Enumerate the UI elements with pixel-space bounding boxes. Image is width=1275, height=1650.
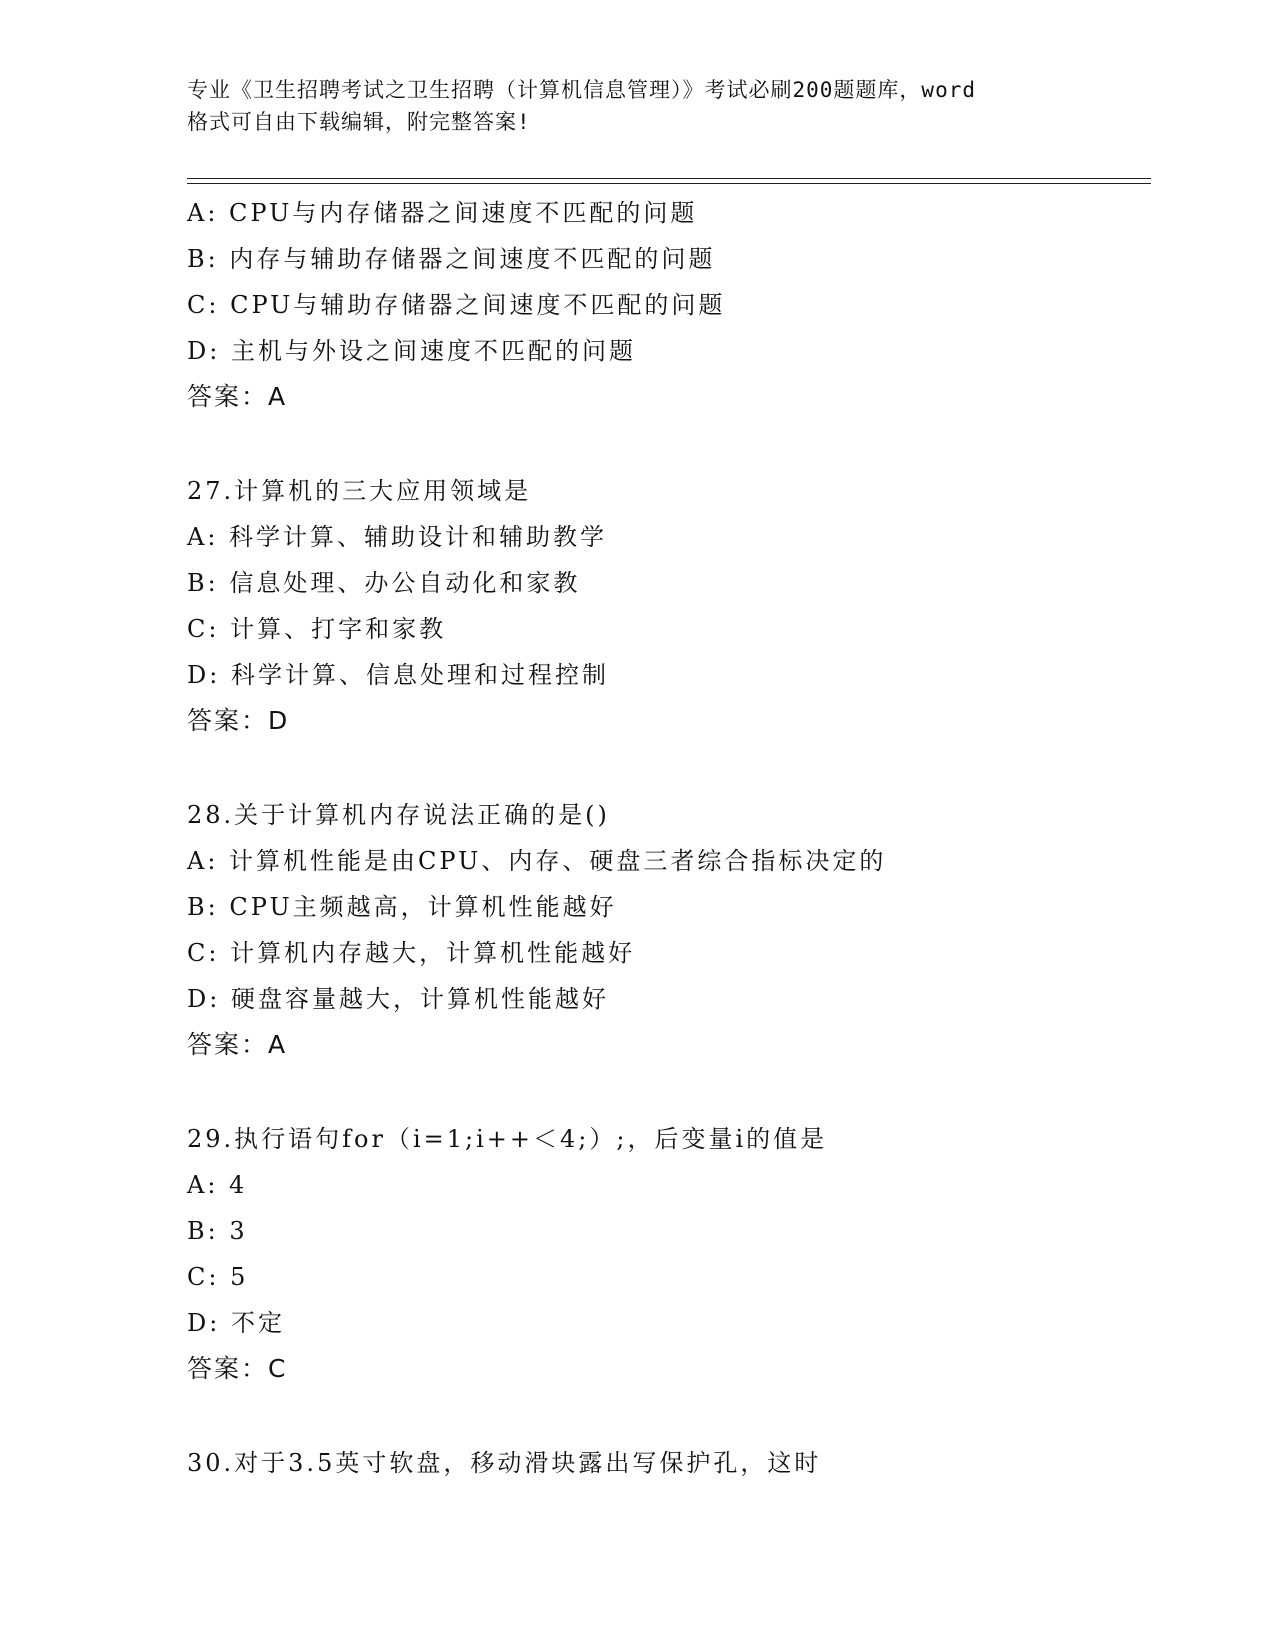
answer: 答案：C: [187, 1354, 288, 1383]
option-d: D: 不定: [187, 1309, 285, 1337]
question-text: 29.执行语句for（i=1;i++＜4;）;，后变量i的值是: [187, 1125, 828, 1153]
option-a: A: 4: [187, 1171, 248, 1199]
answer: 答案：D: [187, 706, 290, 735]
question-30: [187, 1440, 1151, 1486]
option-d: D: 硬盘容量越大，计算机性能越好: [187, 985, 609, 1013]
question-28: [187, 792, 1151, 1068]
question-26: [187, 190, 1151, 420]
question-list: [187, 190, 1151, 1486]
document-header: [187, 74, 1097, 138]
header-divider-bottom: [187, 183, 1151, 184]
answer: 答案：A: [187, 1030, 288, 1059]
option-d: D: 科学计算、信息处理和过程控制: [187, 661, 609, 689]
option-b: B: 3: [187, 1217, 248, 1245]
header-line-2: 格式可自由下载编辑，附完整答案!: [187, 110, 531, 134]
question-27: [187, 468, 1151, 744]
option-c: C: 计算、打字和家教: [187, 615, 447, 643]
spacer: [187, 420, 1151, 468]
option-a: A: 科学计算、辅助设计和辅助教学: [187, 523, 608, 551]
option-b: B: 内存与辅助存储器之间速度不匹配的问题: [187, 245, 716, 273]
option-d: D: 主机与外设之间速度不匹配的问题: [187, 337, 636, 365]
option-c: C: CPU与辅助存储器之间速度不匹配的问题: [187, 291, 726, 319]
answer: 答案：A: [187, 382, 288, 411]
question-29: [187, 1116, 1151, 1392]
option-c: C: 计算机内存越大，计算机性能越好: [187, 939, 636, 967]
option-b: B: CPU主频越高，计算机性能越好: [187, 893, 617, 921]
option-c: C: 5: [187, 1263, 249, 1291]
spacer: [187, 1068, 1151, 1116]
question-text: 28.关于计算机内存说法正确的是(): [187, 801, 610, 829]
spacer: [187, 744, 1151, 792]
question-text: 27.计算机的三大应用领域是: [187, 477, 532, 505]
option-b: B: 信息处理、办公自动化和家教: [187, 569, 581, 597]
spacer: [187, 1392, 1151, 1440]
option-a: A: CPU与内存储器之间速度不匹配的问题: [187, 199, 698, 227]
question-text: 30.对于3.5英寸软盘，移动滑块露出写保护孔，这时: [187, 1449, 822, 1477]
header-divider-top: [187, 178, 1151, 179]
header-line-1: 专业《卫生招聘考试之卫生招聘（计算机信息管理）》考试必刷200题题库，word: [187, 78, 976, 102]
option-a: A: 计算机性能是由CPU、内存、硬盘三者综合指标决定的: [187, 847, 887, 875]
